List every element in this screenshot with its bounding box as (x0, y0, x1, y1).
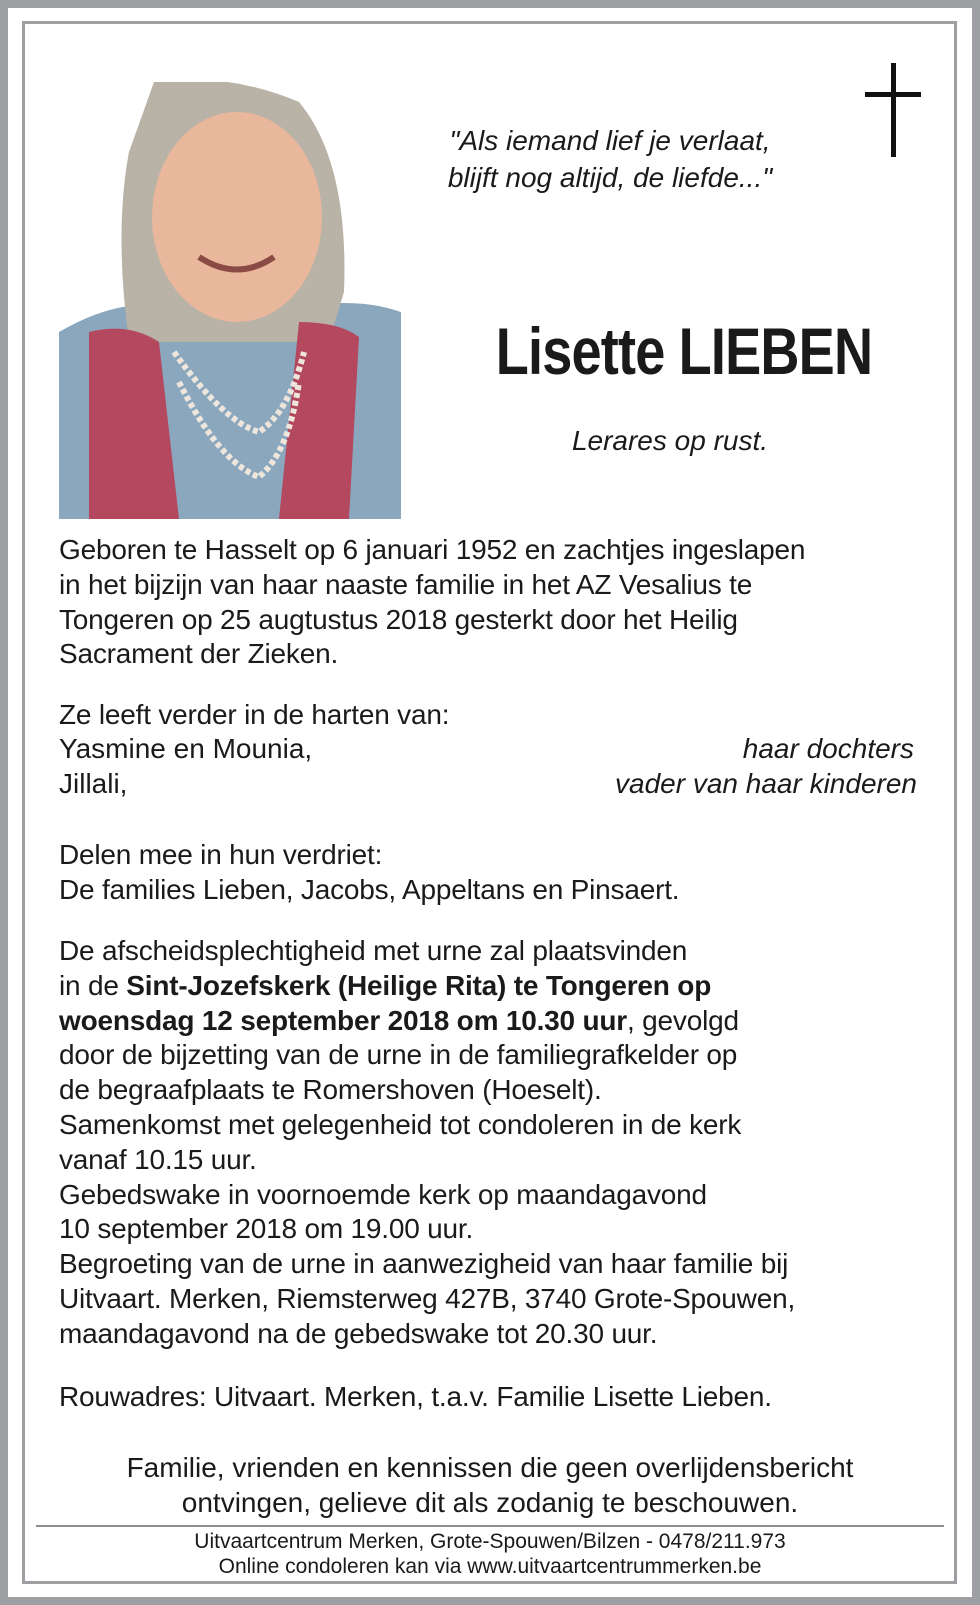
closing-note: Familie, vrienden en kennissen die geen overlijdensbericht ontvingen, gelieve dit als zodanig te beschouwen. (126, 1452, 854, 1518)
survivor-relation: haar dochters (742, 733, 914, 764)
funeral-home-contact: Uitvaartcentrum Merken, Grote-Spouwen/Bilzen - 0478/211.973 (194, 1530, 786, 1553)
survivor-name: Jillali, (59, 768, 128, 799)
ceremony-text: De afscheidsplechtigheid met urne zal plaatsvinden in de (59, 935, 688, 1001)
sharing-paragraph: Delen mee in hun verdriet: De families Lieben, Jacobs, Appeltans en Pinsaert. (59, 839, 680, 905)
birth-death-paragraph: Geboren te Hasselt op 6 januari 1952 en zachtjes ingeslapen in het bijzijn van haar naaste familie in het AZ Vesalius te Tongeren op 25 augtustus 2018 gesterkt door het Heilig Sacrament der Zieken. (59, 534, 806, 670)
ceremony-text-continued: , gevolgd door de bijzetting van de urne in de familiegrafkelder op de begraafplaats te Romershoven (Hoeselt). Samenkomst met gelegenheid tot condoleren in de kerk vanaf 10.15 uur. Gebedswake in voornoemde kerk op maandagavond 10 september 2018 om 19.00 uur. Begroeting van de urne in aanwezigheid van haar familie bij Uitvaart. Merken, Riemsterweg 427B, 3740 Grote-Spouwen, maandagavond na de gebedswake tot 20.30 uur. (59, 1004, 796, 1349)
footer-divider (36, 1525, 944, 1527)
mourning-address: Rouwadres: Uitvaart. Merken, t.a.v. Familie Lisette Lieben. (59, 1381, 772, 1412)
deceased-name: Lisette LIEBEN (495, 314, 873, 388)
survivor-relation: vader van haar kinderen (615, 768, 917, 799)
funeral-home-footer (36, 1530, 944, 1579)
survivor-row (59, 732, 914, 767)
survivor-row (59, 767, 917, 802)
ceremony-paragraph (59, 934, 795, 1352)
cross-vertical-bar (891, 63, 896, 157)
survivor-name: Yasmine en Mounia, (59, 733, 313, 764)
memorial-quote: "Als iemand lief je verlaat, blijft nog altijd, de liefde..." (447, 125, 773, 193)
deceased-occupation: Lerares op rust. (571, 425, 769, 456)
online-condolence-link[interactable]: Online condoleren kan via www.uitvaartcentrummerken.be (218, 1554, 762, 1578)
cross-horizontal-bar (865, 92, 921, 97)
survivors-intro: Ze leeft verder in de harten van: (59, 699, 450, 730)
ceremony-location-date: Sint-Jozefskerk (Heilige Rita) te Tongeren op woensdag 12 september 2018 om 10.30 uur (59, 969, 712, 1036)
portrait-photo (59, 82, 401, 519)
